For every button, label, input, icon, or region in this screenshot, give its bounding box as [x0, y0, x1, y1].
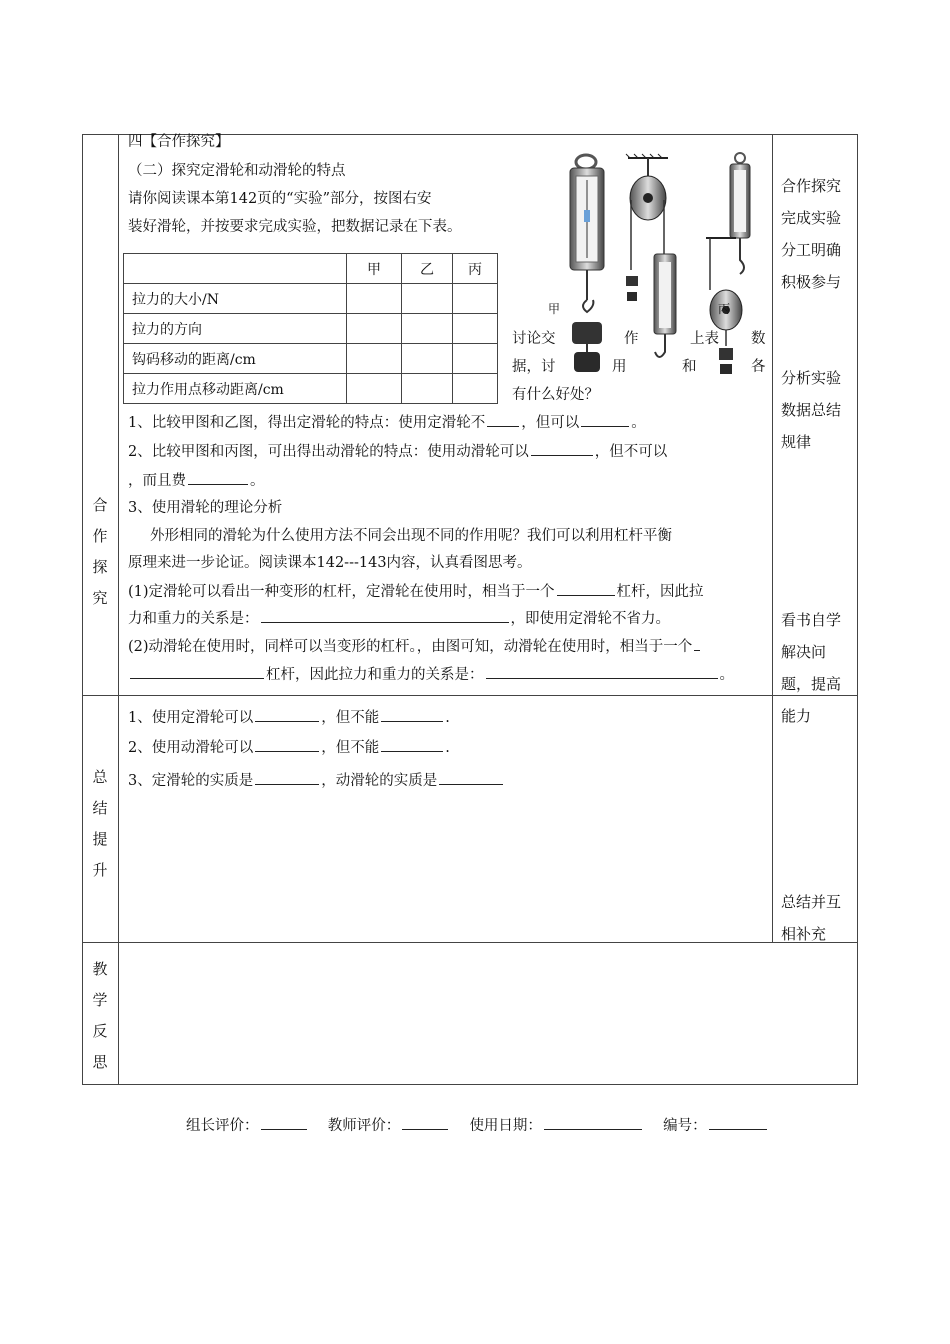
intro-line-2: 装好滑轮，并按要求完成实验，把数据记录在下表。 — [128, 219, 462, 235]
blank-field[interactable] — [531, 440, 593, 456]
summary-line-1: 1、使用定滑轮可以 ，但不能 . — [128, 706, 450, 729]
fixed-pulley-yi — [626, 154, 676, 357]
table-header-cell: 乙 — [402, 254, 453, 284]
table-row — [124, 314, 498, 344]
table-cell-input[interactable] — [347, 344, 402, 374]
blank-field[interactable] — [130, 663, 264, 679]
table-cell-input[interactable] — [453, 314, 498, 344]
blank-field[interactable] — [381, 736, 443, 752]
blank-field[interactable] — [694, 635, 700, 651]
summary-line-3: 3、定滑轮的实质是 ，动滑轮的实质是 — [128, 769, 505, 792]
pulley-experiment-illustration — [560, 150, 770, 390]
figure-text-1d: 数 — [751, 331, 766, 347]
table-cell-input[interactable] — [402, 284, 453, 314]
figure-text-2c: 和 — [682, 359, 697, 375]
group-leader-rating-field[interactable] — [261, 1114, 307, 1130]
figure-text-1c: 上表 — [690, 331, 719, 347]
table-row — [124, 374, 498, 404]
evaluation-footer: 组长评价： 教师评价： 使用日期： 编号： — [186, 1114, 769, 1135]
blank-field[interactable] — [581, 411, 629, 427]
table-header-cell: 甲 — [347, 254, 402, 284]
figure-text-2b: 用 — [612, 359, 627, 375]
row-divider-summary — [82, 695, 858, 696]
table-header-cell: 丙 — [453, 254, 498, 284]
figure-label-jia: 甲 — [548, 302, 561, 316]
side-note-summarize: 总结并互 相补充 — [781, 893, 842, 943]
table-cell-input[interactable] — [347, 374, 402, 404]
theory-paragraph-2: 原理来进一步论证。阅读课本142---143内容，认真看图思考。 — [128, 555, 532, 571]
table-header-cell — [124, 254, 347, 284]
blank-field[interactable] — [557, 580, 615, 596]
figure-text-3: 有什么好处？ — [512, 387, 599, 403]
sub-question-2-cont: 杠杆，因此拉力和重力的关系是： 。 — [128, 663, 734, 686]
intro-line-1: 请你阅读课本第142页的“实验”部分，按图右安 — [128, 191, 432, 207]
question-2: 2、比较甲图和丙图，可出得出动滑轮的特点：使用动滑轮可以 ，但不可以 — [128, 440, 667, 463]
figure-text-1a: 讨论交 — [512, 331, 556, 347]
spring-scale-jia — [570, 155, 604, 372]
sub-question-1-cont: 力和重力的关系是： ，即使用定滑轮不省力。 — [128, 607, 670, 630]
table-row-label: 拉力作用点移动距离/cm — [124, 374, 347, 404]
blank-field[interactable] — [487, 411, 519, 427]
blank-field[interactable] — [439, 769, 503, 785]
label-cooperative-explore: 合 作 探 究 — [92, 496, 108, 607]
sub-question-1: (1)定滑轮可以看出一种变形的杠杆，定滑轮在使用时，相当于一个 杠杆，因此拉 — [128, 580, 704, 603]
figure-text-1b: 作 — [624, 331, 639, 347]
question-1: 1、比较甲图和乙图，得出定滑轮的特点：使用定滑轮不 ，但可以 。 — [128, 411, 646, 434]
summary-line-2: 2、使用动滑轮可以 ，但不能 . — [128, 736, 450, 759]
table-row-label: 钩码移动的距离/cm — [124, 344, 347, 374]
table-cell-input[interactable] — [347, 284, 402, 314]
sub-question-2: (2)动滑轮在使用时，同样可以当变形的杠杆。，由图可知，动滑轮在使用时，相当于一个 — [128, 635, 702, 658]
number-field[interactable] — [709, 1114, 767, 1130]
blank-field[interactable] — [261, 607, 509, 623]
blank-field[interactable] — [255, 706, 319, 722]
blank-field[interactable] — [381, 706, 443, 722]
label-reflection: 教 学 反 思 — [92, 960, 108, 1071]
theory-paragraph-1: 外形相同的滑轮为什么使用方法不同会出现不同的作用呢？我们可以利用杠杆平衡 — [150, 528, 672, 544]
table-cell-input[interactable] — [402, 314, 453, 344]
table-row — [124, 284, 498, 314]
figure-label-bing: 丙 — [718, 302, 731, 316]
table-cell-input[interactable] — [347, 314, 402, 344]
blank-field[interactable] — [486, 663, 718, 679]
table-row-label: 拉力的方向 — [124, 314, 347, 344]
blank-field[interactable] — [255, 736, 319, 752]
side-note-self-study: 看书自学 解决问 题，提高 能力 — [781, 611, 842, 725]
table-cell-input[interactable] — [453, 374, 498, 404]
section-subtitle: （二）探究定滑轮和动滑轮的特点 — [128, 163, 346, 179]
table-cell-input[interactable] — [402, 344, 453, 374]
blank-field[interactable] — [188, 469, 248, 485]
side-note-cooperate: 合作探究 完成实验 分工明确 积极参与 — [781, 177, 842, 291]
figure-text-2d: 各 — [751, 359, 766, 375]
teacher-rating-field[interactable] — [402, 1114, 448, 1130]
table-cell-input[interactable] — [453, 344, 498, 374]
question-2-cont: ，而且费 。 — [128, 469, 265, 492]
figure-text-2a: 据，讨 — [512, 359, 556, 375]
blank-field[interactable] — [255, 769, 319, 785]
table-row-label: 拉力的大小/N — [124, 284, 347, 314]
label-summary: 总 结 提 升 — [92, 768, 108, 879]
table-cell-input[interactable] — [453, 284, 498, 314]
row-divider-reflection — [82, 942, 858, 943]
side-note-analyze: 分析实验 数据总结 规律 — [781, 369, 842, 451]
column-divider-right — [772, 134, 773, 943]
question-3-heading: 3、使用滑轮的理论分析 — [128, 500, 283, 516]
experiment-data-table — [123, 253, 498, 404]
table-cell-input[interactable] — [402, 374, 453, 404]
table-row — [124, 344, 498, 374]
section-title: 四【合作探究】 — [128, 134, 230, 150]
table-header-row — [124, 254, 498, 284]
usage-date-field[interactable] — [544, 1114, 642, 1130]
